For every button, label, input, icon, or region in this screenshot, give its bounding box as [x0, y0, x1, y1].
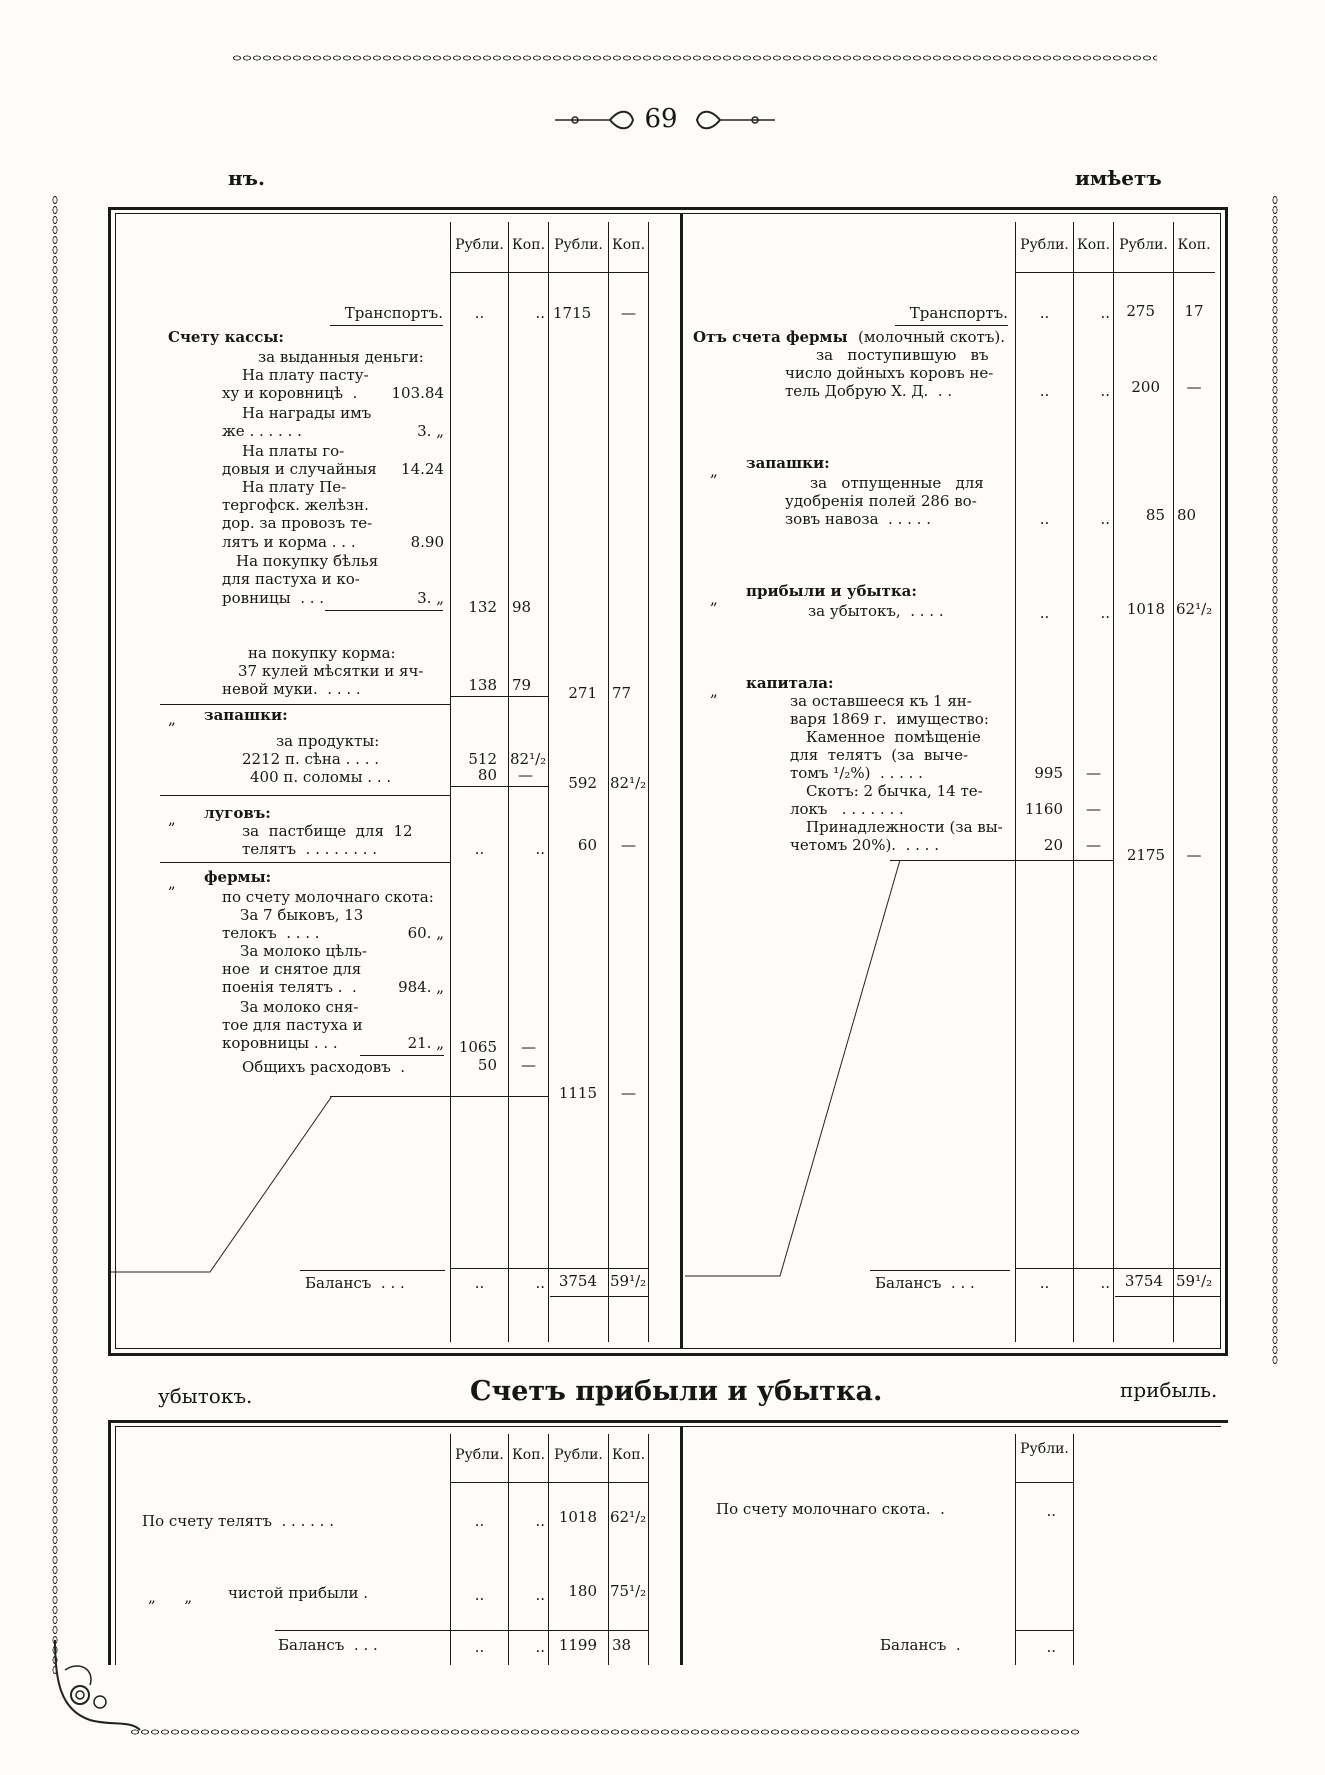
left-zapashki-total-kop: 82¹/₂	[610, 774, 647, 792]
section2-left-header-underline	[450, 1482, 648, 1483]
section2-right-header-underline	[1015, 1482, 1073, 1483]
right-fermy-line2: число дойныхъ коровъ не-	[785, 364, 994, 382]
left-kassa-item1a: На плату пасту-	[242, 366, 369, 384]
left-kassa-divider	[160, 704, 450, 705]
section2-header-kop-1: Коп.	[511, 1447, 546, 1463]
left-lugov-total-rubli: 60	[577, 836, 597, 854]
right-kapitala-line2: варя 1869 г. имущество:	[790, 710, 989, 728]
right-fermy-title: Отъ счета фермы	[693, 328, 848, 346]
left-header-kop-2: Коп.	[611, 237, 646, 253]
section2-header-rubli-right: Рубли.	[1020, 1441, 1069, 1457]
right-zapashki-line1: за отпущенные для	[810, 474, 984, 492]
right-zapashki-rubli: 85	[1145, 506, 1165, 524]
left-zapashki-line2-rubli: 512	[468, 750, 497, 768]
right-kapitala-underline	[890, 860, 1113, 861]
right-kapitala-a3: томъ ¹/₂%) . . . . .	[790, 764, 923, 782]
left-transport-label: Транспортъ.	[344, 304, 443, 322]
section2-col-rule	[648, 1434, 649, 1665]
left-fermy-obshchikh-kop: —	[521, 1056, 536, 1074]
left-kassa-item4d: лятъ и корма . . .	[222, 533, 356, 551]
left-kassa-sub2-kop: 79	[512, 676, 532, 694]
section2-right-row-label: По счету молочнаго скота. .	[716, 1500, 945, 1518]
right-kapitala-c-kop: —	[1086, 836, 1101, 854]
left-lugov-line2: телятъ . . . . . . . .	[242, 840, 378, 858]
right-fermy-rubli: 200	[1131, 378, 1160, 396]
right-kapitala-a-rubli: 995	[1034, 764, 1063, 782]
main-table-center-divider	[680, 213, 683, 1349]
section2-top-border-inner	[115, 1426, 1221, 1427]
left-fermy-c-value: 21. „	[407, 1034, 444, 1052]
right-pribyli-dots-1: ..	[1039, 604, 1050, 622]
left-fermy-b2: ное и снятое для	[222, 960, 362, 978]
top-ornament-border	[232, 53, 1157, 63]
left-col-rule	[450, 222, 451, 1342]
left-kassa-item5b: для пастуха и ко-	[222, 570, 360, 588]
right-header-rubli-2: Рубли.	[1119, 237, 1168, 253]
right-kapitala-b1: Скотъ: 2 бычка, 14 те-	[806, 782, 983, 800]
section2-right-word: прибыль.	[1120, 1378, 1218, 1402]
left-zapashki-line2-kop: 82¹/₂	[510, 750, 547, 768]
section2-title: Счетъ прибыли и убытка.	[470, 1376, 883, 1407]
header-left-word: нъ.	[228, 166, 265, 190]
right-pribyli-title: прибыли и убытка:	[746, 582, 917, 600]
right-balance-rule-bottom	[1115, 1296, 1220, 1297]
left-ornament-border	[50, 195, 60, 1675]
right-fermy-dots-1: ..	[1039, 382, 1050, 400]
left-kassa-item5c: ровницы . . .	[222, 589, 325, 607]
left-col-rule	[508, 222, 509, 1342]
left-fermy-obshchikh-rubli: 50	[477, 1056, 497, 1074]
section2-row1-kop: 62¹/₂	[610, 1508, 647, 1526]
right-transport-dots-1: ..	[1039, 304, 1050, 322]
left-kassa-sub1-rubli: 132	[468, 598, 497, 616]
right-balance-rubli: 3754	[1124, 1272, 1163, 1290]
left-lugov-quote: „	[168, 810, 176, 828]
section2-row2-quote: „ „	[148, 1588, 193, 1606]
left-kassa-item5-underline	[325, 610, 443, 611]
right-balance-dots-2: ..	[1100, 1274, 1110, 1292]
right-pribyli-dots-2: ..	[1100, 604, 1110, 622]
right-kapitala-line1: за оставшееся къ 1 ян-	[790, 692, 972, 710]
section2-row2-dots-1: ..	[474, 1586, 485, 1604]
left-header-rubli-1: Рубли.	[455, 237, 504, 253]
left-col-rule	[608, 222, 609, 1342]
left-zapashki-title: запашки:	[204, 706, 288, 724]
left-kassa-item2a: На награды имъ	[242, 404, 372, 422]
left-lugov-dots-2: ..	[535, 840, 545, 858]
left-fermy-b1: За молоко цѣль-	[240, 942, 367, 960]
section2-row2-dots-2: ..	[535, 1586, 545, 1604]
right-zapashki-dots-1: ..	[1039, 510, 1050, 528]
section2-row1-dots-1: ..	[474, 1512, 485, 1530]
section2-top-border	[108, 1420, 1228, 1423]
section2-balance-kop: 38	[612, 1636, 632, 1654]
right-balance-rule-top	[1015, 1268, 1220, 1269]
right-zapashki-quote: „	[710, 462, 718, 480]
section2-left-border	[108, 1420, 111, 1665]
left-fermy-c3: коровницы . . .	[222, 1034, 338, 1052]
header-right-word: имѣетъ	[1075, 166, 1162, 190]
left-kassa-korm-1: на покупку корма:	[248, 644, 396, 662]
left-kassa-item4b: тергофск. желѣзн.	[222, 496, 369, 514]
left-kassa-sub1-kop: 98	[512, 598, 532, 616]
left-header-kop-1: Коп.	[511, 237, 546, 253]
left-balance-label: Балансъ . . .	[305, 1274, 405, 1292]
left-fermy-quote: „	[168, 874, 176, 892]
left-fermy-b3: поенія телятъ . .	[222, 978, 357, 996]
left-kassa-item5-value: 3. „	[417, 589, 444, 607]
left-kassa-item3a: На платы го-	[242, 442, 345, 460]
left-zapashki-line1: за продукты:	[276, 732, 380, 750]
left-header-underline	[450, 272, 648, 273]
left-zapashki-line2: 2212 п. сѣна . . . .	[242, 750, 380, 768]
right-balance-kop: 59¹/₂	[1176, 1272, 1213, 1290]
left-zapashki-line3: 400 п. соломы . . .	[250, 768, 392, 786]
right-kapitala-a2: для телятъ (за выче-	[790, 746, 969, 764]
main-table-right-border-inner	[1220, 213, 1221, 1349]
section2-right-balance-overline	[1015, 1630, 1073, 1631]
left-zapashki-divider	[160, 795, 450, 796]
left-kassa-korm-2: 37 кулей мѣсятки и яч-	[238, 662, 424, 680]
right-balance-label: Балансъ . . .	[875, 1274, 975, 1292]
left-lugov-dots-1: ..	[474, 840, 485, 858]
left-kassa-item5a: На покупку бѣлья	[236, 552, 379, 570]
corner-flourish-icon	[50, 1640, 140, 1740]
right-transport-dots-2: ..	[1100, 304, 1110, 322]
right-transport-kop: 17	[1184, 302, 1204, 320]
right-kapitala-total-rubli: 2175	[1126, 846, 1165, 864]
left-kassa-line: за выданныя деньги:	[258, 348, 424, 366]
left-kassa-sub2-underline	[450, 696, 548, 697]
section2-balance-overline	[275, 1630, 648, 1631]
left-fermy-obshchikh: Общихъ расходовъ .	[242, 1058, 406, 1076]
left-fermy-b-value: 984. „	[398, 978, 444, 996]
left-kassa-sub2-rubli: 138	[468, 676, 497, 694]
left-kassa-item4c: дор. за провозъ те-	[222, 514, 373, 532]
section2-row1-dots-2: ..	[535, 1512, 545, 1530]
right-kapitala-c-rubli: 20	[1043, 836, 1063, 854]
right-kapitala-c1: Принадлежности (за вы-	[806, 818, 1003, 836]
left-kassa-item3-value: 14.24	[401, 460, 444, 478]
section2-row1-label: По счету телятъ . . . . . .	[142, 1512, 334, 1530]
right-balance-overline	[870, 1270, 1010, 1271]
section2-col-rule	[1073, 1434, 1074, 1665]
left-kassa-item3b: довыя и случайныя	[222, 460, 377, 478]
left-kassa-total-rubli: 271	[568, 684, 597, 702]
right-pribyli-kop: 62¹/₂	[1176, 600, 1213, 618]
main-table-bottom-border	[108, 1353, 1228, 1356]
left-fermy-c2: тое для пастуха и	[222, 1016, 363, 1034]
right-transport-underline	[895, 325, 1008, 326]
left-zapashki-underline	[450, 786, 548, 787]
left-fermy-line1: по счету молочнаго скота:	[222, 888, 434, 906]
left-fermy-a1: За 7 быковъ, 13	[240, 906, 364, 924]
left-balance-overline	[300, 1270, 445, 1271]
right-kapitala-b-kop: —	[1086, 800, 1101, 818]
section2-right-balance-dots: ..	[1046, 1638, 1056, 1656]
section2-row1-rubli: 1018	[558, 1508, 597, 1526]
right-pribyli-rubli: 1018	[1126, 600, 1165, 618]
left-balance-dots-2: ..	[535, 1274, 545, 1292]
section2-row2-rubli: 180	[568, 1582, 597, 1600]
right-kapitala-title: капитала:	[746, 674, 834, 692]
section2-row2-kop: 75¹/₂	[610, 1582, 647, 1600]
right-transport-rubli: 275	[1126, 302, 1155, 320]
section2-header-rubli-1: Рубли.	[455, 1447, 504, 1463]
left-fermy-sub-rubli: 1065	[458, 1038, 497, 1056]
left-fermy-sub-kop: —	[521, 1038, 536, 1056]
left-balance-rule-top	[450, 1268, 648, 1269]
left-col-rule	[648, 222, 649, 1342]
right-kapitala-a-kop: —	[1086, 764, 1101, 782]
left-lugov-divider	[160, 862, 450, 863]
left-lugov-title: луговъ:	[204, 804, 271, 822]
left-zapashki-line3-kop: —	[518, 766, 533, 784]
right-kapitala-c2: четомъ 20%). . . . .	[790, 836, 939, 854]
left-header-rubli-2: Рубли.	[554, 237, 603, 253]
right-zapashki-kop: 80	[1177, 506, 1197, 524]
section2-right-row-dots: ..	[1046, 1502, 1056, 1520]
right-fermy-title2: (молочный скотъ).	[858, 328, 1005, 346]
left-kassa-total-kop: 77	[612, 684, 632, 702]
left-col-rule	[548, 222, 549, 1342]
right-kapitala-b-rubli: 1160	[1024, 800, 1063, 818]
left-transport-dots-2: ..	[535, 304, 545, 322]
main-table-top-border-inner	[115, 213, 1221, 214]
right-transport-label: Транспортъ.	[909, 304, 1008, 322]
right-zapashki-title: запашки:	[746, 454, 830, 472]
left-kassa-item2-value: 3. „	[417, 422, 444, 440]
section2-balance-dots-2: ..	[535, 1638, 545, 1656]
section2-header-rubli-2: Рубли.	[554, 1447, 603, 1463]
left-kassa-item4-value: 8.90	[410, 533, 444, 551]
main-table-right-border	[1225, 207, 1228, 1356]
left-transport-dots-1: ..	[474, 304, 485, 322]
left-transport-kop: —	[621, 304, 636, 322]
section2-header-kop-2: Коп.	[611, 1447, 646, 1463]
right-col-rule	[1113, 222, 1114, 1342]
right-kapitala-b2: локъ . . . . . . .	[790, 800, 904, 818]
left-transport-underline	[330, 325, 443, 326]
section2-left-word: убытокъ.	[158, 1384, 253, 1408]
left-zapashki-line3-rubli: 80	[477, 766, 497, 784]
left-fermy-total-rubli: 1115	[558, 1084, 597, 1102]
left-kassa-title: Счету кассы:	[168, 328, 284, 346]
right-fermy-dots-2: ..	[1100, 382, 1110, 400]
right-header-rubli-1: Рубли.	[1020, 237, 1069, 253]
right-fermy-kop: —	[1186, 378, 1202, 396]
left-filler-line	[110, 1094, 350, 1274]
section2-row2-label: чистой прибыли .	[228, 1584, 369, 1602]
section2-balance-rubli: 1199	[558, 1636, 597, 1654]
left-balance-rubli: 3754	[558, 1272, 597, 1290]
right-fermy-line1: за поступившую въ	[816, 346, 989, 364]
left-lugov-line1: за пастбище для 12	[242, 822, 413, 840]
section2-right-balance-label: Балансъ .	[880, 1636, 961, 1654]
left-kassa-item1-value: 103.84	[391, 384, 444, 402]
right-header-underline	[1015, 272, 1215, 273]
right-kapitala-a1: Каменное помѣщеніе	[806, 728, 981, 746]
left-balance-rule-bottom	[550, 1296, 648, 1297]
left-kassa-item4a: На плату Пе-	[242, 478, 347, 496]
right-pribyli-line1: за убытокъ, . . . .	[808, 602, 944, 620]
left-fermy-total-kop: —	[621, 1084, 636, 1102]
left-kassa-item2b: же . . . . . .	[222, 422, 302, 440]
section2-balance-label: Балансъ . . .	[278, 1636, 378, 1654]
right-zapashki-line2: удобренія полей 286 во-	[785, 492, 977, 510]
right-kapitala-quote: „	[710, 682, 718, 700]
left-lugov-total-kop: —	[621, 836, 636, 854]
right-filler-line	[685, 858, 905, 1278]
left-fermy-c-underline	[360, 1055, 444, 1056]
left-fermy-a-value: 60. „	[407, 924, 444, 942]
right-fermy-line3: тель Добрую Х. Д. . .	[785, 382, 953, 400]
section2-left-border-inner	[115, 1426, 116, 1665]
right-header-kop-1: Коп.	[1076, 237, 1111, 253]
left-fermy-title: фермы:	[204, 868, 272, 886]
left-zapashki-total-rubli: 592	[568, 774, 597, 792]
main-table-bottom-border-inner	[115, 1348, 1221, 1349]
left-fermy-underline	[330, 1096, 548, 1097]
section2-balance-dots-1: ..	[474, 1638, 485, 1656]
right-zapashki-dots-2: ..	[1100, 510, 1110, 528]
right-ornament-border	[1270, 195, 1280, 1365]
left-zapashki-quote: „	[168, 710, 176, 728]
bottom-ornament-border	[130, 1727, 1080, 1737]
left-kassa-korm-3: невой муки. . . . .	[222, 680, 361, 698]
main-table-top-border	[108, 207, 1228, 210]
right-kapitala-total-kop: —	[1186, 846, 1202, 864]
left-kassa-item1b: ху и коровницѣ .	[222, 384, 358, 402]
section2-center-divider	[680, 1426, 683, 1665]
page-number: 69	[644, 104, 678, 134]
right-pribyli-quote: „	[710, 590, 718, 608]
right-zapashki-line3: зовъ навоза . . . . .	[785, 510, 931, 528]
left-fermy-c1: За молоко сня-	[240, 998, 359, 1016]
right-balance-dots-1: ..	[1039, 1274, 1050, 1292]
left-balance-dots-1: ..	[474, 1274, 485, 1292]
left-transport-rubli: 1715	[553, 304, 592, 322]
right-header-kop-2: Коп.	[1177, 237, 1211, 253]
left-fermy-a2: телокъ . . . .	[222, 924, 320, 942]
left-balance-kop: 59¹/₂	[610, 1272, 647, 1290]
